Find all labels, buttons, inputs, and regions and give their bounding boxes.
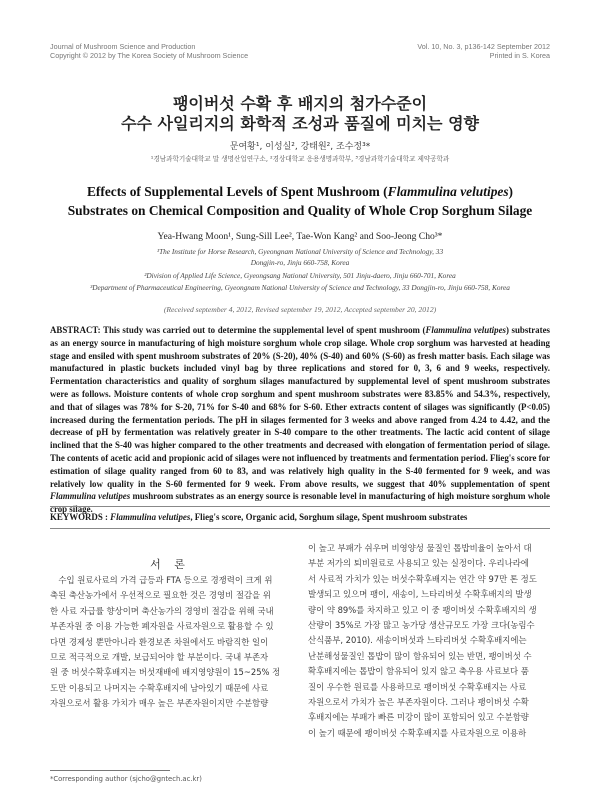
body-text-line: 이 높기 때문에 팽이버섯 수확후배지를 사료자원으로 이용하 xyxy=(308,727,527,738)
affiliation-2: ²Division of Applied Life Science, Gyeongsang National University, 501 Jinju-daero, Jinju 660-701, Korea xyxy=(144,271,456,280)
body-text-line: 원 중 버섯수확후배지는 버섯재배에 배지영양원이 15~25% 정 xyxy=(50,667,281,678)
affiliation-1: ¹The Institute for Horse Research, Gyeongnam National University of Science and Technology, 33 Dongjin-ro, Jinju 660-758, Korea xyxy=(156,247,444,267)
received-dates: (Received september 4, 2012, Revised september 19, 2012, Accepted september 20, 2012) xyxy=(163,305,437,314)
body-text-line: 산량이 35%로 가장 많고 농가당 생산규모도 가장 크다(농림수 xyxy=(308,620,535,631)
intro-right-column xyxy=(308,541,552,741)
korean-title-line2: 수수 사일리지의 화학적 조성과 품질에 미치는 영향 xyxy=(121,114,479,133)
body-text-line: 발생되고 있으며 팽이, 새송이, 느타리버섯 수확후배지의 발생 xyxy=(308,589,532,600)
keywords: KEYWORDS : Flammulina velutipes, Flieg's score, Organic acid, Sorghum silage, Spent mushroom substrates xyxy=(50,512,468,522)
body-text-line: 자원으로서 가치가 높은 부존자원이다. 그러나 팽이버섯 수확 xyxy=(308,697,529,708)
journal-header-right xyxy=(417,42,550,60)
body-text-line: 축된 축산농가에서 우선적으로 필요한 것은 경영비 절감을 위 xyxy=(50,590,271,601)
body-text-line: 이 높고 부패가 쉬우며 비영양성 물질인 톱밥비율이 높아서 대 xyxy=(308,543,532,553)
body-text-line: 서 사료적 가치가 있는 버섯수확후배지는 연간 약 97만 톤 정도 xyxy=(308,573,537,584)
section-title-introduction: 서 론 xyxy=(150,558,190,571)
body-text-line: 다면 경제성 뿐만아니라 환경보존 차원에서도 바람직한 일이 xyxy=(50,636,269,647)
abstract: ABSTRACT: This study was carried out to determine the supplemental level of spent mushroom (Flammulina velutipes) substrates as an energy source in manufacturing of high moisture sorghum whole crop silage. Whole crop sorghum was harvested at heading stage and ensiled with spent mushroom substrates of 20% (S-20), 40% (S-40) and 60% (S-60) as fresh matter basis. Each silage was manufactured in plastic buckets included vinyl bag by three replications and stored for 0, 3, 6 and 9 weeks, respectively. Fermentation characteristics and quality of sorghum silages manufactured by supplemental level of spent mushroom substrates were as follows. Moisture contents of whole crop sorghum and spent mushroom substrates were 83.85% and 54.3%, respectively, and that of silages was 78% for S-20, 71% for S-40 and 68% for S-60. Ether extracts content of silages was significantly (P<0.05) increased during the fermentation periods. The pH in silages fermented for 3 weeks and above ranged from 4.24 to 4.42, and the decrease of pH by fermentation was relatively greater in S-40 compare to the other treatments. The lactic acid content of silage inclined that the S-40 was higher compared to the other treatments and decreased with elongation of fermentation period of silage. The contents of acetic acid and propionic acid of silages were not influenced by treatments and fermentation period. Flieg's score for estimation of silage quality ranged from 60 to 83, and was relatively high quality in the S-40 fermented for 9 week, and was relatively low quality in the S-60 fermented for 9 week. From above results, we suggest that 40% supplementation of spent Flammulina velutipes mushroom substrates as an energy source is resonable level in manufacturing of high moisture sorghum whole crop silage. xyxy=(50,325,550,515)
korean-title xyxy=(0,94,600,134)
corresponding-author-footnote: *Corresponding author (sjcho@gntech.ac.kr) xyxy=(50,775,202,783)
korean-affiliations: ¹경남과학기술대학교 말 생명산업연구소, ²경상대학교 응용생명과학부, ³경남과학기술대학교 제약공학과 xyxy=(150,155,450,163)
body-text-line: 도만 이용되고 나머지는 수확후배지에 남아있기 때문에 사료 xyxy=(50,682,269,693)
keywords-rule-bottom xyxy=(50,528,550,529)
printed-in: Printed in S. Korea xyxy=(489,51,550,60)
footnote-rule xyxy=(50,770,170,771)
english-title-line2: Substrates on Chemical Composition and Quality of Whole Crop Sorghum Silage xyxy=(67,203,533,218)
body-text-line: 후배지에는 부패가 빠른 미강이 많이 포함되어 있고 수분함량 xyxy=(308,712,529,723)
korean-authors: 문여황¹, 이성실², 강태원², 조수정³* xyxy=(229,142,371,152)
species-name: Flammulina velutipes xyxy=(387,184,509,199)
journal-copyright: Copyright © 2012 by The Korea Society of Mushroom Science xyxy=(50,51,249,60)
body-text-line: 난분해성물질인 톱밥이 많이 함유되어 있는 반면, 팽이버섯 수 xyxy=(308,650,532,661)
english-authors: Yea-Hwang Moon¹, Sung-Sill Lee², Tae-Won Kang² and Soo-Jeong Cho³* xyxy=(157,231,443,242)
volume-info: Vol. 10, No. 3, p136-142 September 2012 xyxy=(417,42,550,51)
body-text-line: 수입 원료사료의 가격 급등과 FTA 등으로 경쟁력이 크게 위 xyxy=(50,575,273,585)
keywords-rule-top xyxy=(50,506,550,507)
body-text-line: 질이 우수한 원료를 사용하므로 팽이버섯 수확후배지는 사료 xyxy=(308,681,527,692)
intro-left-column xyxy=(50,573,294,712)
keywords-label: KEYWORDS : xyxy=(50,512,111,522)
english-title-line1: Effects of Supplemental Levels of Spent Mushroom (Flammulina velutipes) xyxy=(86,184,514,199)
body-text-line: 산식품부, 2010). 새송이버섯과 느타리버섯 수확후배지에는 xyxy=(308,635,527,646)
body-text-line: 량이 약 89%를 차지하고 있고 이 중 팽이버섯 수확후배지의 생 xyxy=(308,604,537,615)
english-title xyxy=(0,182,600,220)
affiliation-3: ³Department of Pharmaceutical Engineering, Gyeongnam National University of Science and Technology, 33 Dongjin-ro, Jinju 660-758, Korea xyxy=(90,283,510,292)
body-text-line: 므로 적극적으로 개발, 보급되어야 할 부분이다. 국내 부존자 xyxy=(50,652,269,663)
body-text-line: 확후배지에는 톱밥이 함유되어 있지 않고 축우용 사료보다 품 xyxy=(308,666,529,677)
body-text-line: 한 사료 자급률 향상이며 축산농가의 경영비 절감을 위해 국내 xyxy=(50,605,274,616)
body-text-line: 부존자원 중 이용 가능한 폐자원을 사료자원으로 활용할 수 있 xyxy=(50,621,274,632)
journal-name: Journal of Mushroom Science and Production xyxy=(50,42,196,51)
body-text-line: 부분 저가의 퇴비원료로 사용되고 있는 실정이다. 우리나라에 xyxy=(308,558,529,569)
korean-title-line1: 팽이버섯 수확 후 배지의 첨가수준이 xyxy=(172,94,428,113)
journal-header-left xyxy=(50,42,248,60)
abstract-label: ABSTRACT: xyxy=(50,325,101,335)
body-text-line: 자원으로서 활용 가치가 매우 높은 부존자원이지만 수분함량 xyxy=(50,698,269,709)
